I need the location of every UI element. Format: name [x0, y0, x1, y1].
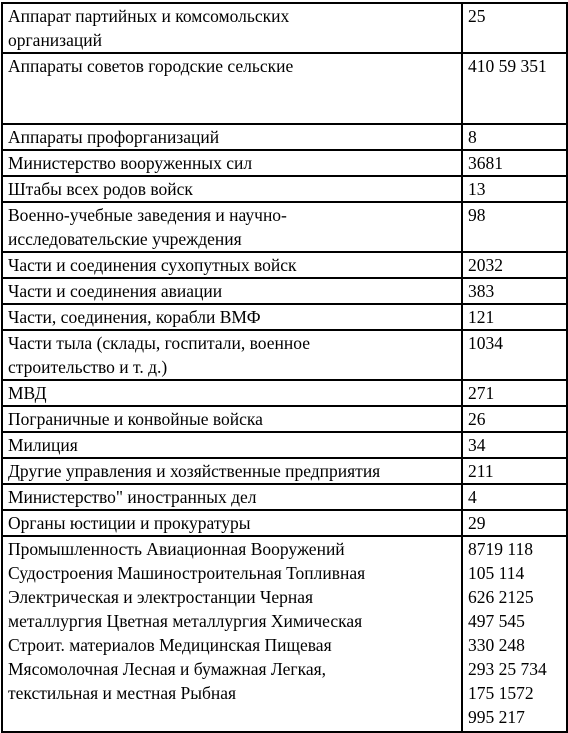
row-label: Штабы всех родов войск — [2, 176, 462, 202]
table-row — [2, 3, 567, 53]
row-value: 8719 118 105 114 626 2125 497 545 330 248 293 25 734 175 1572 995 217 — [462, 536, 567, 732]
row-value: 8 — [462, 124, 567, 150]
table-row — [2, 536, 567, 732]
table-row — [2, 330, 567, 380]
data-table — [1, 2, 568, 733]
row-label: МВД — [2, 380, 462, 406]
row-label: Аппараты советов городские сельские — [2, 53, 462, 124]
table-row — [2, 380, 567, 406]
row-label: Части и соединения сухопутных войск — [2, 252, 462, 278]
row-label: Промышленность Авиационная Вооружений Судостроения Машиностроительная Топливная Электрическая и электростанции Черная металлургия Цветная металлургия Химическая Строит. материалов Медицинская Пищевая Мясомолочная Лесная и бумажная Легкая, текстильная и местная Рыбная — [2, 536, 462, 732]
table-row — [2, 53, 567, 124]
table-row — [2, 406, 567, 432]
table-row — [2, 278, 567, 304]
table-row — [2, 176, 567, 202]
row-value: 34 — [462, 432, 567, 458]
row-label: Министерство вооруженных сил — [2, 150, 462, 176]
row-value: 4 — [462, 484, 567, 510]
table-row — [2, 484, 567, 510]
row-value: 383 — [462, 278, 567, 304]
row-label: Пограничные и конвойные войска — [2, 406, 462, 432]
row-label: Части, соединения, корабли ВМФ — [2, 304, 462, 330]
row-label: Аппарат партийных и комсомольских организаций — [2, 3, 462, 53]
table-row — [2, 202, 567, 252]
row-value: 3681 — [462, 150, 567, 176]
row-label: Милиция — [2, 432, 462, 458]
row-value: 13 — [462, 176, 567, 202]
table-row — [2, 150, 567, 176]
row-value: 25 — [462, 3, 567, 53]
table-row — [2, 124, 567, 150]
table-row — [2, 304, 567, 330]
row-value: 1034 — [462, 330, 567, 380]
table-row — [2, 510, 567, 536]
row-value: 410 59 351 — [462, 53, 567, 124]
row-value: 121 — [462, 304, 567, 330]
row-value: 98 — [462, 202, 567, 252]
table-row — [2, 458, 567, 484]
row-label: Другие управления и хозяйственные предприятия — [2, 458, 462, 484]
table-row — [2, 252, 567, 278]
row-label: Части и соединения авиации — [2, 278, 462, 304]
row-label: Части тыла (склады, госпитали, военное строительство и т. д.) — [2, 330, 462, 380]
table-row — [2, 432, 567, 458]
row-value: 29 — [462, 510, 567, 536]
row-label: Военно-учебные заведения и научно- исследовательские учреждения — [2, 202, 462, 252]
row-label: Министерство" иностранных дел — [2, 484, 462, 510]
row-value: 2032 — [462, 252, 567, 278]
row-label: Аппараты профорганизаций — [2, 124, 462, 150]
row-value: 271 — [462, 380, 567, 406]
row-value: 211 — [462, 458, 567, 484]
row-label: Органы юстиции и прокуратуры — [2, 510, 462, 536]
row-value: 26 — [462, 406, 567, 432]
